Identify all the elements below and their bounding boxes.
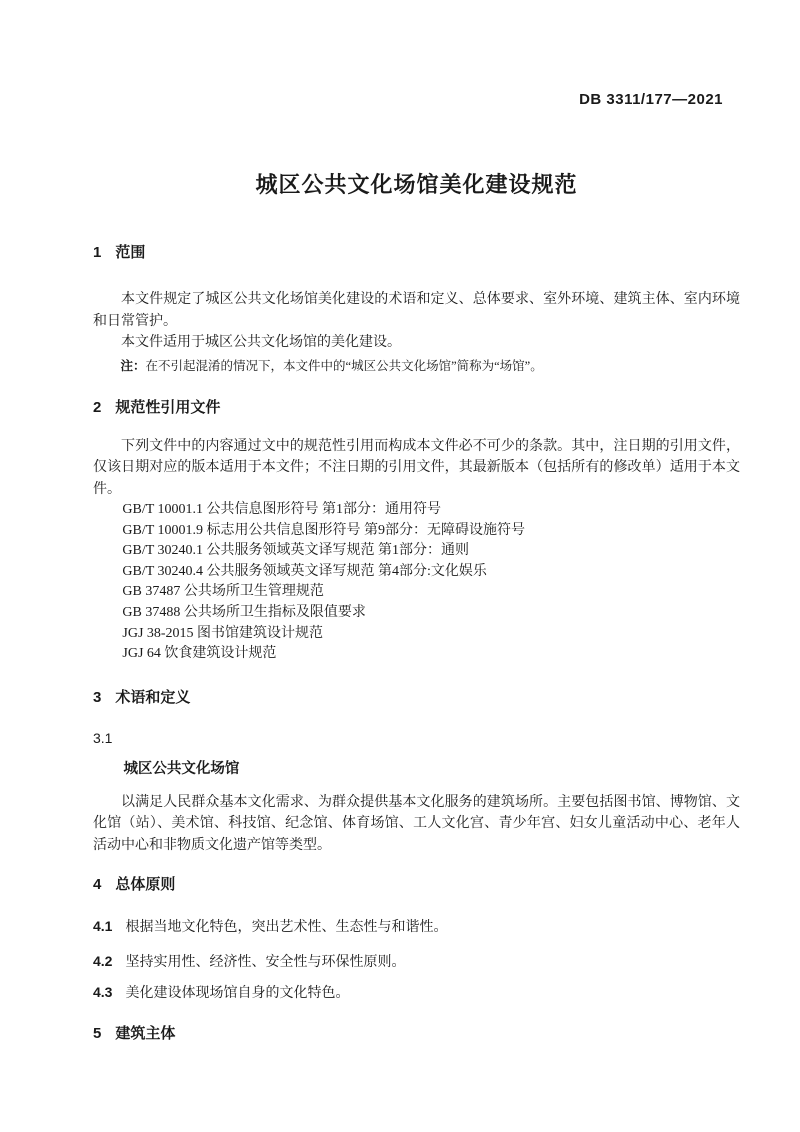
section-heading-4 bbox=[93, 875, 740, 895]
section-number: 2 bbox=[93, 398, 102, 416]
clause-number: 4.1 bbox=[93, 918, 113, 935]
section-heading-5 bbox=[93, 1024, 740, 1044]
section-number: 1 bbox=[93, 244, 102, 261]
clause-4-2 bbox=[93, 951, 740, 973]
reference-list bbox=[93, 500, 740, 665]
paragraph-scope-1: 本文件规定了城区公共文化场馆美化建设的术语和定义、总体要求、室外环境、建筑主体、室内环境和日常管护。 bbox=[93, 292, 740, 329]
note-line bbox=[93, 357, 740, 376]
reference-item: JGJ 38-2015 图书馆建筑设计规范 bbox=[122, 625, 324, 641]
clause-4-3 bbox=[93, 982, 740, 1004]
clause-4-1 bbox=[93, 916, 740, 938]
clause-number: 4.3 bbox=[93, 984, 113, 1001]
subsection-number-3-1: 3.1 bbox=[93, 729, 113, 746]
section-heading-3 bbox=[93, 688, 740, 708]
section-title: 术语和定义 bbox=[115, 688, 191, 706]
doc-number: DB 3311/177—2021 bbox=[579, 91, 723, 108]
reference-item: JGJ 64 饮食建筑设计规范 bbox=[122, 646, 277, 662]
note-label: 注： bbox=[120, 358, 146, 373]
section-title: 规范性引用文件 bbox=[115, 398, 221, 416]
reference-item: GB/T 30240.1 公共服务领域英文译写规范 第1部分：通则 bbox=[122, 543, 470, 559]
clause-text: 根据当地文化特色，突出艺术性、生态性与和谐性。 bbox=[125, 920, 448, 936]
clause-number: 4.2 bbox=[93, 953, 113, 970]
clause-text: 美化建设体现场馆自身的文化特色。 bbox=[125, 986, 350, 1002]
reference-item: GB/T 10001.1 公共信息图形符号 第1部分：通用符号 bbox=[122, 502, 442, 517]
section-number: 4 bbox=[93, 876, 102, 894]
paragraph-references-intro: 下列文件中的内容通过文中的规范性引用而构成本文件必不可少的条款。其中，注日期的引用文件，仅该日期对应的版本适用于本文件；不注日期的引用文件，其最新版本（包括所有的修改单）适用于本文件。 bbox=[93, 438, 740, 497]
paragraph-scope-2: 本文件适用于城区公共文化场馆的美化建设。 bbox=[121, 335, 401, 350]
note-text: 在不引起混淆的情况下，本文件中的“城区公共文化场馆”简称为“场馆”。 bbox=[145, 358, 543, 373]
reference-item: GB/T 10001.9 标志用公共信息图形符号 第9部分：无障碍设施符号 bbox=[122, 522, 526, 538]
section-heading-2 bbox=[93, 398, 740, 418]
reference-item: GB/T 30240.4 公共服务领域英文译写规范 第4部分:文化娱乐 bbox=[122, 563, 487, 579]
term-definition: 以满足人民群众基本文化需求、为群众提供基本文化服务的建筑场所。主要包括图书馆、博物馆、文化馆（站）、美术馆、科技馆、纪念馆、体育场馆、工人文化宫、青少年宫、妇女儿童活动中心、老年人活动中心和非物质文化遗产馆等类型。 bbox=[93, 794, 740, 853]
section-title: 建筑主体 bbox=[115, 1025, 176, 1043]
section-heading-1 bbox=[93, 243, 740, 263]
term-name: 城区公共文化场馆 bbox=[123, 760, 240, 777]
section-title: 总体原则 bbox=[115, 876, 176, 894]
doc-title: 城区公共文化场馆美化建设规范 bbox=[255, 172, 578, 197]
section-title: 范围 bbox=[115, 244, 146, 261]
section-number: 3 bbox=[93, 688, 102, 706]
reference-item: GB 37487 公共场所卫生管理规范 bbox=[122, 584, 324, 600]
reference-item: GB 37488 公共场所卫生指标及限值要求 bbox=[122, 604, 366, 620]
section-number: 5 bbox=[93, 1025, 102, 1043]
clause-text: 坚持实用性、经济性、安全性与环保性原则。 bbox=[125, 955, 406, 971]
